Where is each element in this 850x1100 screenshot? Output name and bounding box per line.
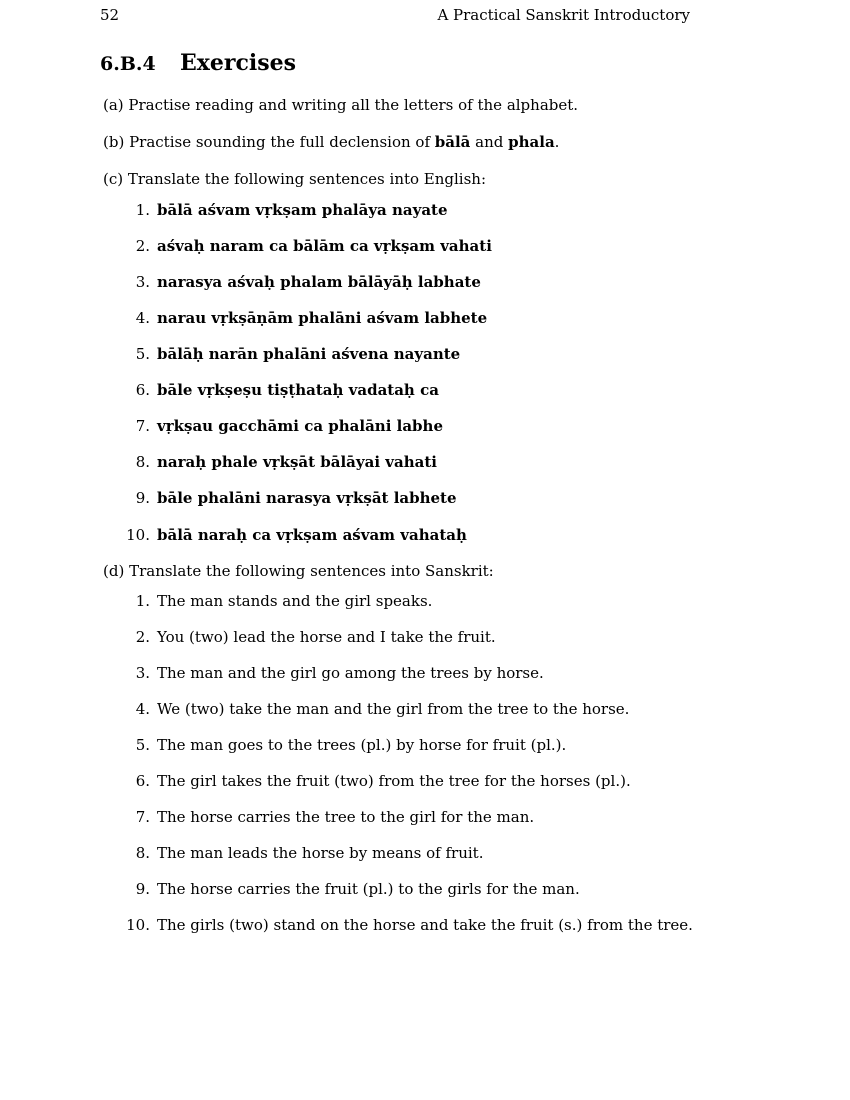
list-item-number: 2.	[135, 237, 150, 255]
sanskrit-sentence: naraḥ phale vṛkṣāt bālāyai vahati	[157, 453, 437, 471]
english-sentence: The horse carries the tree to the girl for the man.	[157, 808, 535, 826]
sanskrit-sentence: bālāḥ narān phalāni aśvena nayante	[157, 345, 461, 363]
exercise-d: (d) Translate the following sentences into Sanskrit:	[103, 562, 494, 580]
exercise-a: (a) Practise reading and writing all the letters of the alphabet.	[103, 96, 579, 114]
list-item-number: 4.	[135, 700, 150, 718]
list-item-number: 5.	[135, 345, 150, 363]
section-title: Exercises	[180, 50, 296, 76]
list-item-number: 3.	[135, 273, 150, 291]
running-header	[100, 6, 690, 28]
sanskrit-sentence: narasya aśvaḥ phalam bālāyāḥ labhate	[157, 273, 481, 291]
list-item-number: 3.	[135, 664, 150, 682]
english-sentence: The man leads the horse by means of fruit.	[157, 844, 484, 862]
list-item-number: 9.	[135, 880, 150, 898]
list-item-number: 8.	[135, 844, 150, 862]
list-item-number: 10.	[126, 526, 150, 544]
english-sentence: The girl takes the fruit (two) from the tree for the horses (pl.).	[157, 772, 631, 790]
sanskrit-sentence: narau vṛkṣāṇām phalāni aśvam labhete	[157, 309, 488, 327]
list-item-number: 6.	[135, 381, 150, 399]
section-heading	[100, 50, 296, 76]
sanskrit-sentence: vṛkṣau gacchāmi ca phalāni labhe	[157, 417, 443, 435]
english-sentence: We (two) take the man and the girl from the tree to the horse.	[157, 700, 630, 718]
exercise-c: (c) Translate the following sentences into English:	[103, 170, 487, 188]
list-item-number: 1.	[135, 592, 150, 610]
exercise-b-word-bala: bālā	[434, 133, 471, 151]
exercise-b-suffix: .	[554, 133, 560, 151]
english-sentence: The man goes to the trees (pl.) by horse for fruit (pl.).	[157, 736, 567, 754]
running-title: A Practical Sanskrit Introductory	[437, 6, 690, 24]
list-item-number: 5.	[135, 736, 150, 754]
sanskrit-sentence: aśvaḥ naram ca bālām ca vṛkṣam vahati	[157, 237, 492, 255]
list-item-number: 7.	[135, 417, 150, 435]
english-sentence: The man and the girl go among the trees by horse.	[157, 664, 544, 682]
sanskrit-sentence: bāle vṛkṣeṣu tiṣṭhataḥ vadataḥ ca	[157, 381, 439, 399]
exercise-b-prefix: (b) Practise sounding the full declension of	[103, 133, 435, 151]
list-item-number: 8.	[135, 453, 150, 471]
english-sentence: The horse carries the fruit (pl.) to the girls for the man.	[157, 880, 580, 898]
exercise-b-middle: and	[470, 133, 509, 151]
list-item-number: 4.	[135, 309, 150, 327]
list-item-number: 10.	[126, 916, 150, 934]
sanskrit-sentence: bāle phalāni narasya vṛkṣāt labhete	[157, 489, 457, 507]
page-number: 52	[100, 6, 120, 24]
sanskrit-sentence: bālā naraḥ ca vṛkṣam aśvam vahataḥ	[157, 526, 467, 544]
english-sentence: The man stands and the girl speaks.	[157, 592, 433, 610]
list-item-number: 2.	[135, 628, 150, 646]
section-number: 6.B.4	[100, 53, 156, 75]
list-item-number: 1.	[135, 201, 150, 219]
list-item-number: 7.	[135, 808, 150, 826]
list-item-number: 9.	[135, 489, 150, 507]
sanskrit-sentence: bālā aśvam vṛkṣam phalāya nayate	[157, 201, 448, 219]
english-sentence: The girls (two) stand on the horse and take the fruit (s.) from the tree.	[157, 916, 693, 934]
exercise-b	[103, 133, 559, 151]
english-sentence: You (two) lead the horse and I take the fruit.	[157, 628, 496, 646]
exercise-b-word-phala: phala	[508, 133, 555, 151]
list-item-number: 6.	[135, 772, 150, 790]
